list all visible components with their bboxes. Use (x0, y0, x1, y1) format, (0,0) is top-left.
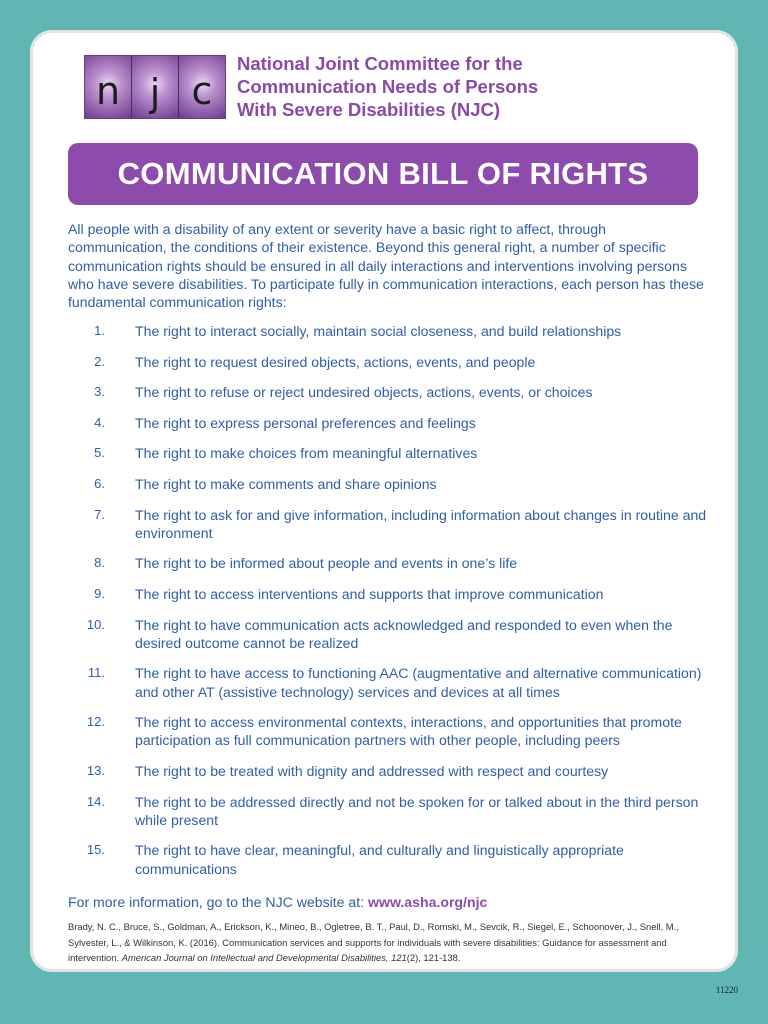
right-number: 3. (94, 384, 105, 400)
right-text: The right to make comments and share opinions (135, 475, 437, 492)
right-number: 1. (94, 323, 105, 338)
list-item (68, 585, 708, 603)
citation (68, 919, 708, 966)
list-item (68, 554, 708, 572)
right-number: 15. (86, 842, 105, 858)
org-line-2: Communication Needs of Persons (237, 76, 539, 97)
list-item (68, 793, 708, 829)
org-line-1: National Joint Committee for the (237, 53, 523, 74)
njc-logo (84, 55, 226, 119)
document-card (30, 30, 738, 972)
njc-website-link[interactable]: www.asha.org/njc (368, 894, 488, 910)
right-text: The right to ask for and give information, including information about changes in routine and environment (135, 506, 707, 541)
right-text: The right to access interventions and supports that improve communication (135, 585, 604, 602)
list-item (68, 713, 708, 749)
org-line-3: With Severe Disabilities (NJC) (237, 99, 501, 120)
right-number: 8. (94, 555, 105, 571)
organization-name (237, 52, 538, 121)
right-text: The right to interact socially, maintain social closeness, and build relationships (135, 323, 622, 339)
right-number: 4. (94, 414, 105, 430)
logo-letter: n (95, 69, 121, 113)
right-number: 7. (94, 506, 105, 522)
citation-journal: American Journal on Intellectual and Developmental Disabilities, 121 (121, 952, 407, 963)
list-item (68, 414, 708, 432)
more-info (68, 894, 487, 910)
page-title: COMMUNICATION BILL OF RIGHTS (117, 156, 649, 191)
list-item (68, 506, 708, 542)
list-item (68, 383, 708, 401)
list-item (68, 322, 708, 340)
right-text: The right to be treated with dignity and addressed with respect and courtesy (135, 762, 609, 779)
citation-issue: (2), 121-138. (406, 952, 461, 963)
right-text: The right to refuse or reject undesired objects, actions, events, or choices (135, 384, 593, 401)
right-number: 5. (94, 445, 105, 461)
logo-cell-c (179, 56, 225, 118)
right-number: 12. (86, 714, 105, 730)
right-number: 11. (87, 665, 105, 681)
right-number: 14. (86, 793, 105, 809)
right-text: The right to express personal preferences and feelings (135, 414, 476, 431)
right-text: The right to have access to functioning AAC (augmentative and alternative communication) and other AT (assistive technology) services and devices at all times (135, 665, 702, 700)
right-text: The right to have clear, meaningful, and culturally and linguistically appropriate communications (135, 842, 624, 877)
right-text: The right to request desired objects, actions, events, and people (135, 353, 536, 370)
right-number: 10. (86, 616, 105, 632)
list-item (68, 616, 708, 652)
title-banner (68, 143, 698, 205)
list-item (68, 353, 708, 371)
logo-letter: j (149, 71, 161, 115)
document-number: 11220 (715, 985, 738, 995)
logo-letter: c (191, 69, 213, 113)
right-text: The right to be addressed directly and not be spoken for or talked about in the third person while present (135, 793, 699, 828)
list-item (68, 664, 708, 700)
logo-cell-n (85, 56, 132, 118)
list-item (68, 475, 708, 493)
citation-authors: Brady, N. C., Bruce, S., Goldman, A., Erickson, K., Mineo, B., Ogletree, B. T., Paul, D., Romski, M., Sevcik, R., Siegel, E., Schoonover, J., Snell, M., Sylvester, L., & Wilkinson, K. (2016). Communication services and supports for individuals with severe disabilities: Guidance for assessment and intervention. (68, 921, 679, 963)
right-text: The right to access environmental contexts, interactions, and opportunities that promote participation as full communication partners with other people, including peers (135, 714, 682, 749)
rights-list (68, 322, 708, 890)
list-item (68, 841, 708, 877)
intro-paragraph: All people with a disability of any extent or severity have a basic right to affect, through communication, the conditions of their existence. Beyond this general right, a number of specific communication rights should be ensured in all daily interactions and interventions involving persons who have severe disabilities. To participate fully in communication interactions, each person has these fundamental communication rights: (68, 221, 704, 311)
right-number: 2. (94, 353, 105, 369)
right-text: The right to make choices from meaningful alternatives (135, 445, 478, 462)
right-text: The right to be informed about people and events in one’s life (135, 555, 518, 572)
right-text: The right to have communication acts acknowledged and responded to even when the desired outcome cannot be realized (135, 616, 673, 651)
list-item (68, 444, 708, 462)
list-item (68, 762, 708, 780)
logo-cell-j (132, 56, 179, 118)
right-number: 6. (94, 475, 105, 491)
right-number: 9. (94, 585, 105, 601)
right-number: 13. (86, 762, 105, 778)
more-info-text: For more information, go to the NJC website at: (68, 894, 369, 910)
